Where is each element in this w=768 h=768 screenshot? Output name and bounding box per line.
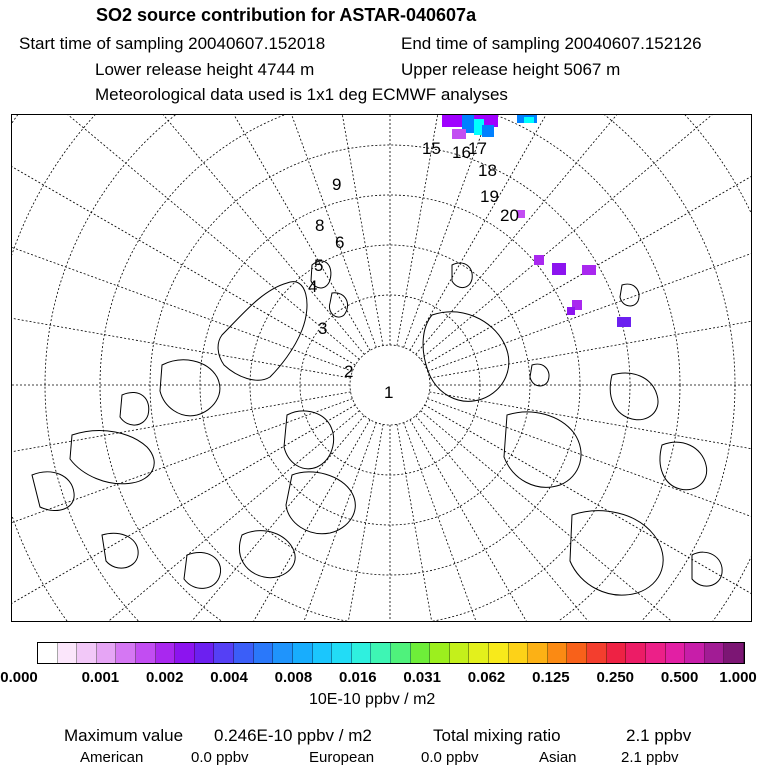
colorbar-tick-label: 1.000 [719, 669, 757, 686]
colorbar-swatch [705, 643, 725, 663]
colorbar-tick-label: 0.125 [532, 669, 570, 686]
colorbar-swatch [450, 643, 470, 663]
meridian-line [404, 423, 698, 622]
colorbar-swatch [666, 643, 686, 663]
colorbar-swatch [214, 643, 234, 663]
latitude-circle [12, 115, 752, 622]
colorbar-swatch [352, 643, 372, 663]
meridian-line [429, 392, 752, 541]
colorbar-swatch [313, 643, 333, 663]
colorbar-swatch [371, 643, 391, 663]
colorbar-swatch [234, 643, 254, 663]
colorbar-swatch [156, 643, 176, 663]
colorbar-swatch [646, 643, 666, 663]
meridian-line [397, 424, 546, 622]
colorbar-tick-label: 0.500 [660, 669, 699, 686]
meridian-line [421, 411, 752, 622]
lower-height-text: Lower release height 4744 m [95, 60, 315, 79]
colorbar-swatch [38, 643, 58, 663]
asian-label: Asian [539, 749, 577, 766]
meridian-line [428, 399, 752, 622]
colorbar-tick-label: 0.004 [210, 669, 248, 686]
colorbar-swatch [116, 643, 136, 663]
meridian-line [82, 115, 376, 347]
trajectory-label: 6 [335, 233, 345, 252]
european-label: European [309, 749, 375, 766]
trajectory-label: 9 [332, 175, 342, 194]
start-time-text: Start time of sampling 20040607.152018 [19, 34, 326, 53]
max-value: 0.246E-10 ppbv / m2 [214, 726, 372, 745]
meridian-line [425, 405, 752, 622]
colorbar-swatch [724, 643, 744, 663]
meridian-line [234, 424, 383, 622]
meridian-line [429, 229, 752, 378]
colorbar-tick-label: 0.002 [145, 669, 184, 686]
colorbar-swatch [195, 643, 215, 663]
meridian-line [12, 115, 359, 359]
european-value: 0.0 ppbv [421, 749, 479, 766]
meridian-line [12, 405, 355, 622]
map-title: SO2 source contribution for ASTAR-040607a [96, 5, 477, 25]
meridian-line [82, 423, 376, 622]
latitude-circle [12, 115, 752, 622]
trajectory-label: 15 [422, 139, 441, 158]
total-mixing-value: 2.1 ppbv [626, 726, 692, 745]
colorbar-tick-label: 0.000 [0, 669, 38, 686]
colorbar-swatch [509, 643, 529, 663]
trajectory-label: 16 [452, 143, 471, 162]
colorbar-swatch [567, 643, 587, 663]
meridian-line [12, 115, 364, 354]
colorbar-swatch [469, 643, 489, 663]
meridian-line [404, 115, 698, 347]
colorbar-swatch [97, 643, 117, 663]
colorbar-swatch [391, 643, 411, 663]
colorbar-swatch [273, 643, 293, 663]
meridian-line [12, 229, 351, 378]
colorbar-swatch [58, 643, 78, 663]
asian-value: 2.1 ppbv [621, 749, 679, 766]
trajectory-label: 3 [318, 319, 328, 338]
met-data-text: Meteorological data used is 1x1 deg ECMWF analyses [95, 85, 508, 104]
meridian-line [12, 420, 370, 622]
colorbar-tick-label: 0.008 [274, 669, 313, 686]
colorbar-units: 10E-10 ppbv / m2 [309, 691, 436, 708]
colorbar-tick-label: 0.031 [403, 669, 441, 686]
colorbar-tick-label: 0.016 [339, 669, 377, 686]
colorbar-swatch [254, 643, 274, 663]
meridian-line [12, 399, 352, 622]
polar-map [11, 114, 752, 622]
trajectory-labels [308, 139, 519, 402]
colorbar-swatch [489, 643, 509, 663]
meridian-line [416, 416, 752, 622]
colorbar-swatch [607, 643, 627, 663]
graticule [12, 115, 752, 622]
american-value: 0.0 ppbv [191, 749, 249, 766]
colorbar-swatch [411, 643, 431, 663]
colorbar-swatch [136, 643, 156, 663]
colorbar-swatch [548, 643, 568, 663]
trajectory-label: 2 [344, 362, 354, 381]
max-value-label: Maximum value [64, 726, 184, 745]
colorbar-swatch [293, 643, 313, 663]
map-svg [12, 115, 752, 622]
colorbar-swatch [587, 643, 607, 663]
trajectory-label: 20 [500, 206, 519, 225]
colorbar-swatch [528, 643, 548, 663]
meridian-line [12, 115, 355, 365]
meridian-line [234, 115, 383, 346]
colorbar-tick-label: 0.001 [81, 669, 120, 686]
colorbar-swatch [430, 643, 450, 663]
colorbar-swatch [332, 643, 352, 663]
trajectory-label: 4 [308, 277, 318, 296]
trajectory-label: 1 [384, 383, 394, 402]
trajectory-label: 19 [480, 187, 499, 206]
trajectory-label: 18 [478, 161, 497, 180]
colorbar-swatch [626, 643, 646, 663]
end-time-text: End time of sampling 20040607.152126 [401, 34, 702, 53]
trajectory-label: 8 [315, 216, 325, 235]
upper-height-text: Upper release height 5067 m [401, 60, 621, 79]
meridian-line [12, 411, 359, 622]
total-mixing-label: Total mixing ratio [433, 726, 561, 745]
colorbar-swatch [77, 643, 97, 663]
colorbar-tick-label: 0.062 [467, 669, 506, 686]
american-label: American [80, 749, 144, 766]
colorbar-swatch [685, 643, 705, 663]
trajectory-label: 17 [468, 139, 487, 158]
meridian-line [12, 416, 364, 622]
colorbar [37, 642, 745, 664]
trajectory-label: 5 [314, 256, 324, 275]
colorbar-tick-label: 0.250 [596, 669, 635, 686]
colorbar-swatch [175, 643, 195, 663]
